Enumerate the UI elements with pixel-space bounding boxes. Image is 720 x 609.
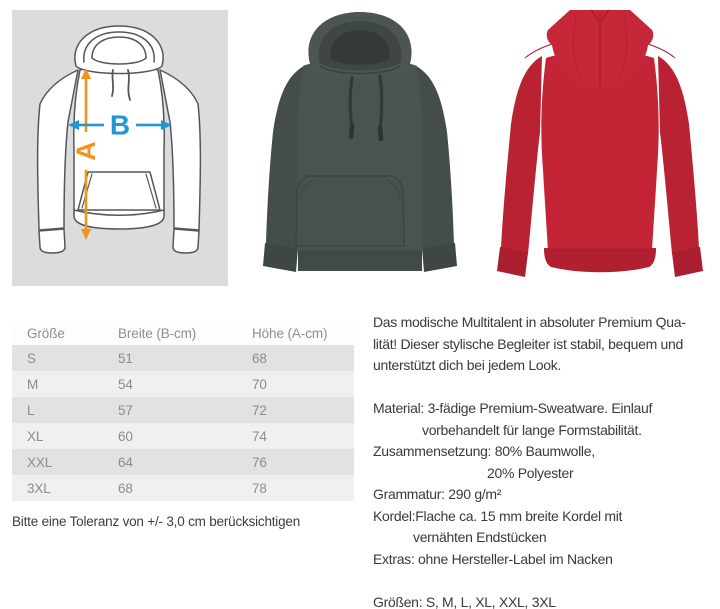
size-diagram-figure[interactable]: [12, 10, 228, 286]
hoehe-cell: 70: [252, 376, 267, 392]
header-hoehe: Höhe (A-cm): [252, 322, 354, 345]
hoodie-outline-drawing: [12, 10, 228, 286]
hoehe-cell: 74: [252, 428, 267, 444]
front-hoodie-photo[interactable]: [240, 0, 480, 300]
hoehe-cell: 76: [252, 454, 267, 470]
size-row-m: [12, 371, 354, 397]
description-line: vernähten Endstücken: [413, 529, 547, 545]
size-cell: 3XL: [27, 480, 51, 496]
size-cell: L: [27, 402, 35, 418]
size-row-xl: [12, 423, 354, 449]
breite-cell: 51: [118, 350, 133, 366]
size-cell: S: [27, 350, 36, 366]
description-line-extras: Extras: ohne Hersteller-Label im Nacken: [373, 550, 613, 567]
size-row-3xl: [12, 475, 354, 501]
size-cell: M: [27, 376, 39, 392]
product-description: [373, 312, 720, 609]
size-row-xxl: [12, 449, 354, 475]
size-table-header-row: [12, 322, 354, 345]
description-line-zusammensetzung: Zusammensetzung: 80% Baumwolle,: [373, 443, 595, 459]
description-line-grammatur: Grammatur: 290 g/m²: [373, 486, 502, 502]
hoehe-cell: 78: [252, 480, 267, 496]
size-row-l: [12, 397, 354, 423]
description-line: vorbehandelt für lange Formstabilität.: [422, 421, 642, 438]
measure-label-a: A: [71, 141, 101, 161]
back-hoodie-photo[interactable]: [480, 0, 720, 300]
size-row-s: [12, 345, 354, 371]
description-line: unterstützt dich bei jedem Look.: [373, 357, 562, 373]
description-line: Das modische Multitalent in absoluter Premium Qua-: [373, 314, 686, 330]
description-line-groessen: Größen: S, M, L, XL, XXL, 3XL: [373, 593, 556, 609]
breite-cell: 64: [118, 454, 133, 470]
breite-cell: 68: [118, 480, 133, 496]
description-line: lität! Dieser stylische Begleiter ist stabil, bequem und: [373, 335, 684, 352]
description-line-kordel: Kordel:Flache ca. 15 mm breite Kordel mit: [373, 507, 623, 524]
front-hoodie-illustration: [240, 0, 480, 300]
size-table: [12, 322, 354, 501]
header-breite: Breite (B-cm): [118, 322, 252, 345]
size-cell: XL: [27, 428, 44, 444]
size-cell: XXL: [27, 454, 53, 470]
description-line-material: Material: 3-fädige Premium-Sweatware. Einlauf: [373, 400, 653, 416]
measure-label-b: B: [109, 109, 131, 141]
breite-cell: 57: [118, 402, 133, 418]
hoehe-cell: 68: [252, 350, 267, 366]
header-groesse: Größe: [12, 322, 118, 345]
tolerance-note: Bitte eine Toleranz von +/- 3,0 cm berücksichtigen: [12, 514, 301, 529]
back-hoodie-illustration: [480, 0, 720, 300]
description-line: 20% Polyester: [487, 464, 574, 481]
breite-cell: 60: [118, 428, 133, 444]
hoehe-cell: 72: [252, 402, 267, 418]
breite-cell: 54: [118, 376, 133, 392]
